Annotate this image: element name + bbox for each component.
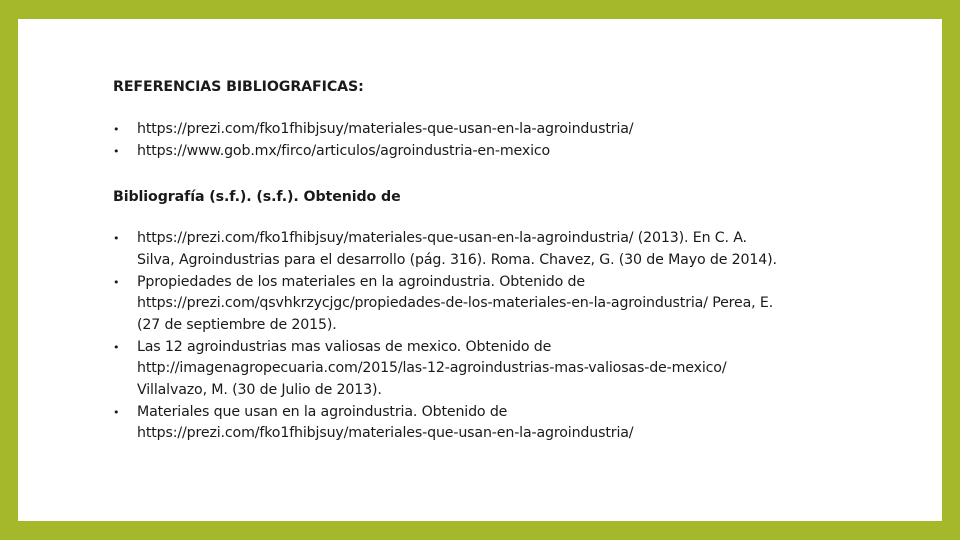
bullet: • xyxy=(113,144,120,158)
url-text: https://prezi.com/fko1fhibjsuy/materiales-que-usan-en-la-agroindustria/ xyxy=(137,121,634,137)
slide-canvas xyxy=(18,19,942,521)
list-item xyxy=(113,119,783,141)
bullet: • xyxy=(113,340,120,354)
url-list xyxy=(113,119,783,162)
references-heading: REFERENCIAS BIBLIOGRAFICAS: xyxy=(113,79,364,95)
bullet: • xyxy=(113,275,120,289)
list-item xyxy=(113,337,783,402)
list-item xyxy=(113,402,783,445)
list-item xyxy=(113,228,783,271)
bullet: • xyxy=(113,123,120,136)
reference-text: Ppropiedades de los materiales en la agroindustria. Obtenido de https://prezi.com/qsvhkrzycjgc/propiedades-de-los-materiales-en-la-agroindustria/ Perea, E. (27 de septiembre de 2015). xyxy=(137,273,774,333)
reference-text: Materiales que usan en la agroindustria. Obtenido de https://prezi.com/fko1fhibjsuy/materiales-que-usan-en-la-agroindustria/ xyxy=(137,403,634,441)
bullet: • xyxy=(113,232,120,245)
reference-list xyxy=(113,228,783,445)
reference-text: Las 12 agroindustrias mas valiosas de mexico. Obtenido de http://imagenagropecuaria.com/2015/las-12-agroindustrias-mas-valiosas-de-mexico/ Villalvazo, M. (30 de Julio de 2013). xyxy=(137,338,727,398)
bullet: • xyxy=(113,405,120,419)
list-item xyxy=(113,272,783,337)
bibliography-subheading: Bibliografía (s.f.). (s.f.). Obtenido de xyxy=(113,189,401,205)
list-item xyxy=(113,141,783,163)
url-text: https://www.gob.mx/firco/articulos/agroindustria-en-mexico xyxy=(137,142,551,159)
reference-text: https://prezi.com/fko1fhibjsuy/materiales-que-usan-en-la-agroindustria/ (2013). En C. A. Silva, Agroindustrias para el desarrollo (pág. 316). Roma. Chavez, G. (30 de Mayo de 2014). xyxy=(137,230,777,268)
